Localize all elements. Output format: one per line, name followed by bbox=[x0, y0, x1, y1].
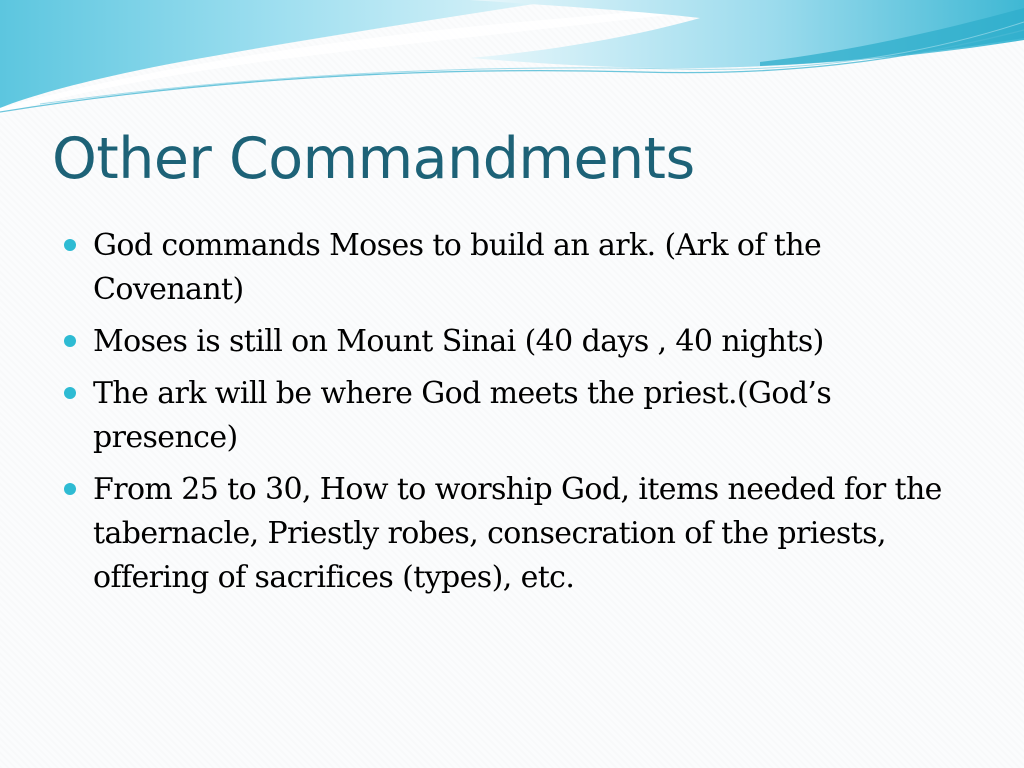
bullet-item bbox=[62, 320, 962, 364]
bullet-text: Moses is still on Mount Sinai (40 days , 40 nights) bbox=[93, 324, 824, 359]
bullet-list bbox=[62, 224, 962, 608]
bullet-text: The ark will be where God meets the priest.(God’s presence) bbox=[93, 376, 832, 455]
bullet-dot-icon bbox=[64, 239, 76, 251]
bullet-item bbox=[62, 468, 962, 600]
header-wave-decoration bbox=[0, 0, 1024, 120]
bullet-dot-icon bbox=[64, 483, 76, 495]
bullet-dot-icon bbox=[64, 335, 76, 347]
bullet-text: From 25 to 30, How to worship God, items needed for the tabernacle, Priestly robes, consecration of the priests, offering of sacrifices (types), etc. bbox=[93, 472, 942, 595]
bullet-item bbox=[62, 372, 962, 460]
bullet-text: God commands Moses to build an ark. (Ark of the Covenant) bbox=[93, 228, 822, 307]
slide-title: Other Commandments bbox=[52, 126, 695, 192]
bullet-dot-icon bbox=[64, 387, 76, 399]
bullet-item bbox=[62, 224, 962, 312]
